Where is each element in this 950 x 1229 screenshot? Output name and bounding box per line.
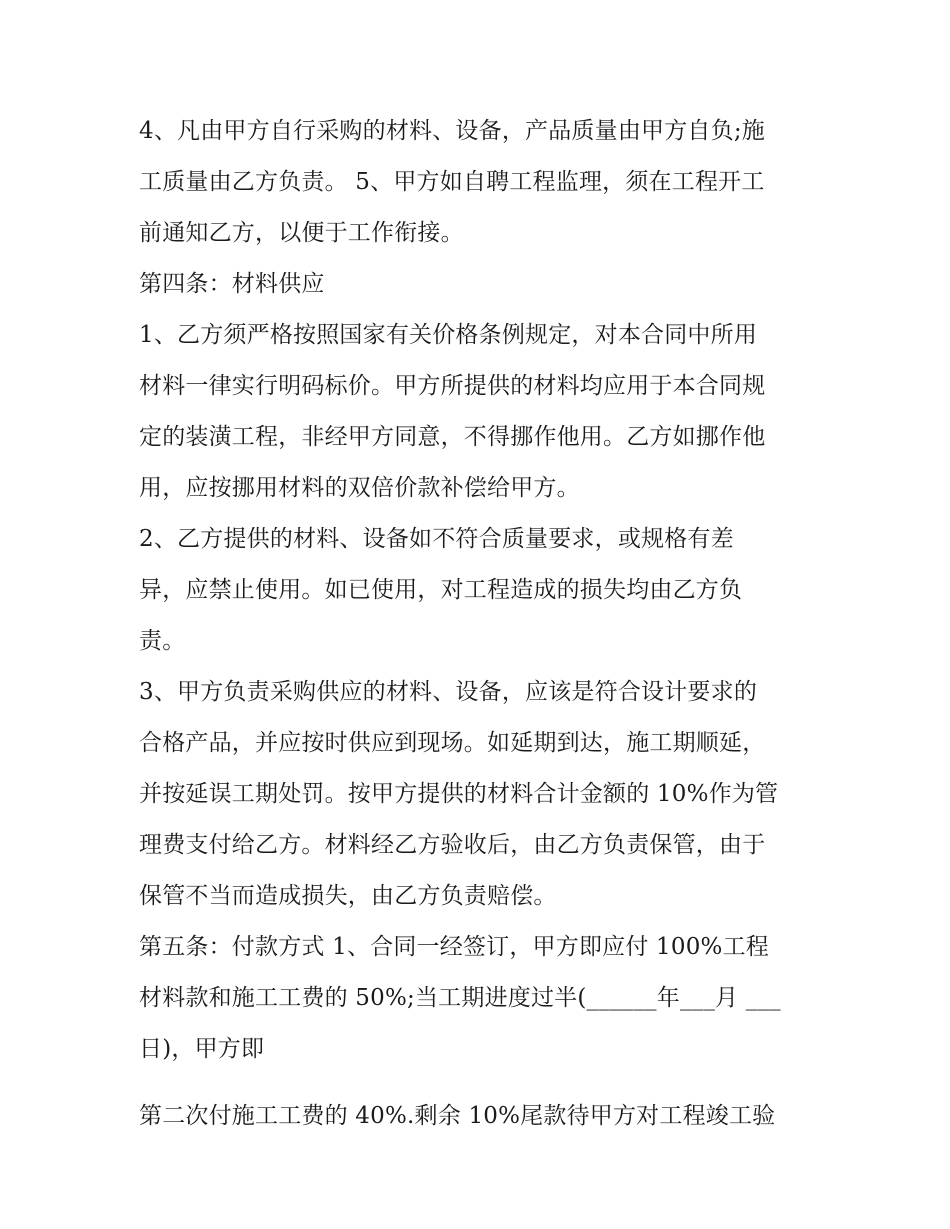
text-line: 3、甲方负责采购供应的材料、设备，应该是符合设计要求的 (139, 679, 758, 705)
text-line: 前通知乙方，以便于工作衔接。 (139, 220, 464, 246)
text-line: 合格产品，并应按时供应到现场。如延期到达，施工期顺延， (139, 730, 766, 756)
text-line: 第二次付施工工费的 40%.剩余 10%尾款待甲方对工程竣工验 (139, 1103, 776, 1129)
text-line: 工质量由乙方负责。 5、甲方如自聘工程监理，须在工程开工 (139, 169, 765, 195)
text-line: 理费支付给乙方。材料经乙方验收后，由乙方负责保管，由于 (139, 832, 766, 858)
section-heading: 第五条：付款方式 1、合同一经签订，甲方即应付 100%工程 (139, 934, 770, 960)
text-line: 2、乙方提供的材料、设备如不符合质量要求，或规格有差 (139, 526, 734, 552)
text-line: 日)，甲方即 (139, 1036, 265, 1062)
text-line: 并按延误工期处罚。按甲方提供的材料合计金额的 10%作为管 (139, 781, 779, 807)
text-line: 用，应按挪用材料的双倍价款补偿给甲方。 (139, 475, 580, 501)
text-line: 材料一律实行明码标价。甲方所提供的材料均应用于本合同规 (139, 373, 766, 399)
paragraph-gap (139, 1075, 830, 1091)
text-line: 责。 (139, 628, 186, 654)
text-line: 材料款和施工工费的 50%;当工期进度过半(______年___月 ___ (139, 985, 781, 1011)
section-heading: 第四条：材料供应 (139, 271, 325, 297)
text-line: 1、乙方须严格按照国家有关价格条例规定，对本合同中所用 (139, 322, 758, 348)
text-line: 异，应禁止使用。如已使用，对工程造成的损失均由乙方负 (139, 577, 743, 603)
text-line: 定的装潢工程，非经甲方同意，不得挪作他用。乙方如挪作他 (139, 424, 766, 450)
text-line: 保管不当而造成损失，由乙方负责赔偿。 (139, 883, 557, 909)
text-line: 4、凡由甲方自行采购的材料、设备，产品质量由甲方自负;施 (139, 118, 765, 144)
